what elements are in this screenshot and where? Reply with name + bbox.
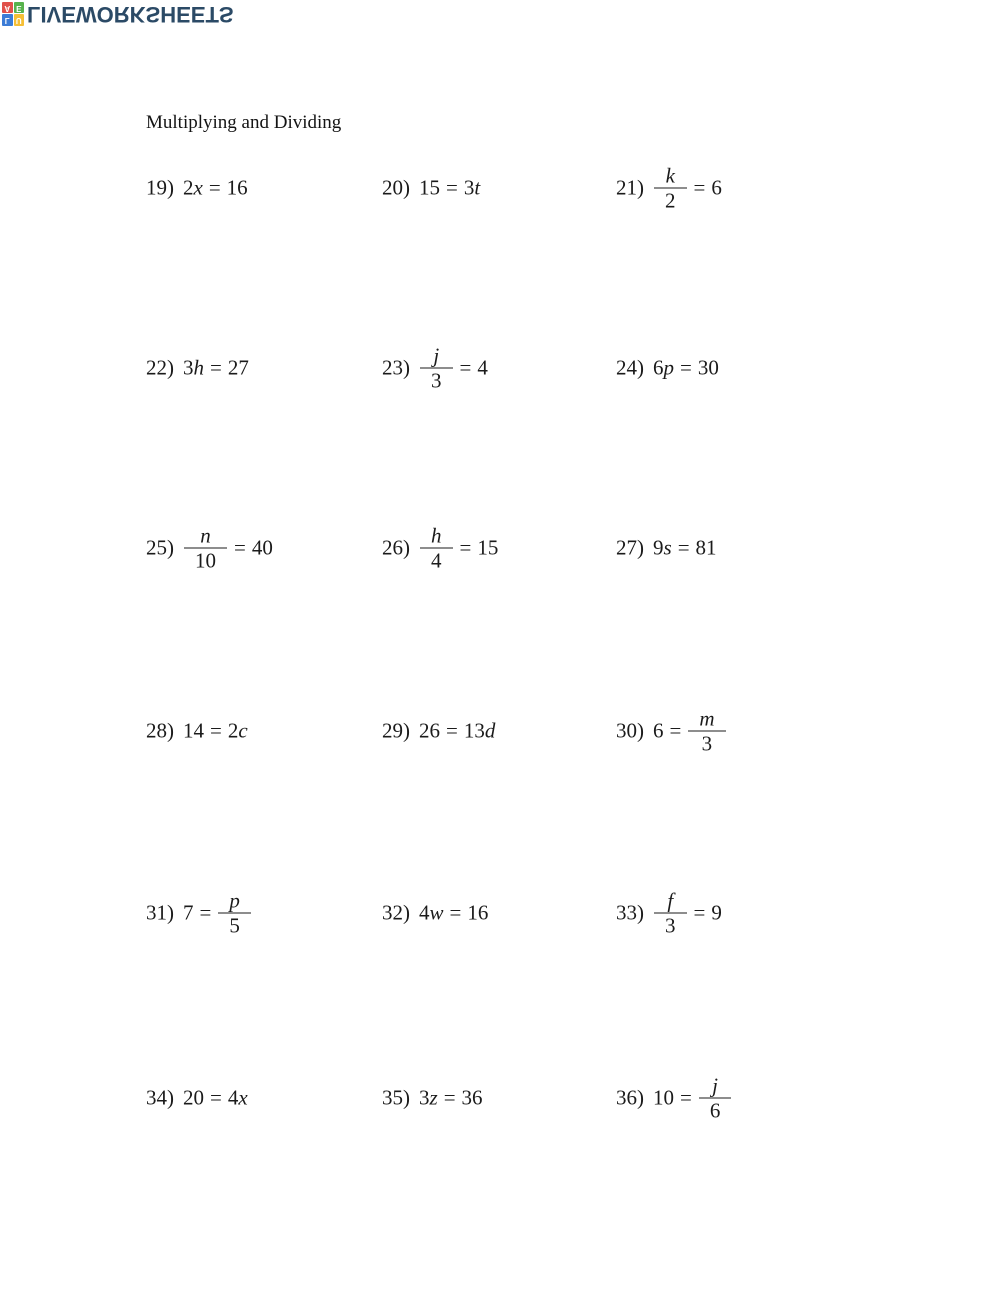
number: 6 <box>711 175 722 200</box>
variable: c <box>238 718 248 743</box>
number: 81 <box>695 535 717 560</box>
number: 40 <box>251 535 273 560</box>
variable: z <box>429 1085 438 1110</box>
number: 20 <box>183 1085 204 1110</box>
fraction-denominator: 4 <box>431 548 442 573</box>
problem-28 <box>146 719 248 744</box>
variable: x <box>238 1085 248 1110</box>
fraction-numerator: f <box>654 890 687 914</box>
equals-sign: = <box>446 718 458 743</box>
problem-number: 23) <box>382 355 410 380</box>
problem-number: 20) <box>382 175 410 200</box>
logo-tile-top-left: A <box>2 2 13 14</box>
number: 15 <box>477 535 499 560</box>
problem-22 <box>146 356 249 381</box>
fraction-numerator: j <box>420 345 453 369</box>
equals-sign: = <box>443 1085 456 1110</box>
number: 10 <box>653 1085 674 1110</box>
problem-number: 35) <box>382 1085 410 1110</box>
number: 6 <box>653 718 664 743</box>
equals-sign: = <box>693 175 706 200</box>
variable: w <box>429 900 444 925</box>
number: 15 <box>419 175 440 200</box>
problem-24 <box>616 356 719 381</box>
number: 26 <box>419 718 440 743</box>
problem-number: 28) <box>146 718 174 743</box>
number: 13 <box>463 718 485 743</box>
number: 4 <box>227 1085 239 1110</box>
liveworksheets-logo-text: LIVEWORKSHEETS <box>27 2 234 27</box>
fraction-numerator: n <box>184 525 227 549</box>
problem-number: 21) <box>616 175 644 200</box>
problem-21 <box>616 165 722 212</box>
number: 6 <box>653 355 664 380</box>
number: 9 <box>653 535 664 560</box>
worksheet-title: Multiplying and Dividing <box>146 112 342 133</box>
problem-23 <box>382 345 488 392</box>
problem-26 <box>382 525 498 572</box>
fraction-denominator: 3 <box>665 913 676 938</box>
problem-29 <box>382 719 495 744</box>
fraction-denominator: 10 <box>195 548 216 573</box>
equals-sign: = <box>459 355 472 380</box>
fraction-denominator: 2 <box>665 188 676 213</box>
problem-number: 27) <box>616 535 644 560</box>
number: 2 <box>227 718 239 743</box>
equals-sign: = <box>680 1085 692 1110</box>
problem-number: 19) <box>146 175 174 200</box>
number: 3 <box>183 355 194 380</box>
problem-31 <box>146 890 252 937</box>
fraction <box>688 708 725 755</box>
liveworksheets-logo <box>2 2 234 26</box>
problem-33 <box>616 890 722 937</box>
problem-number: 36) <box>616 1085 644 1110</box>
fraction-denominator: 5 <box>229 913 240 938</box>
variable: x <box>193 175 203 200</box>
equals-sign: = <box>693 900 706 925</box>
logo-tile-top-right: E <box>14 2 25 14</box>
number: 3 <box>463 175 475 200</box>
variable: d <box>484 718 496 743</box>
fraction-denominator: 6 <box>709 1098 721 1123</box>
fraction <box>654 165 687 212</box>
equals-sign: = <box>669 718 682 743</box>
problem-number: 34) <box>146 1085 174 1110</box>
number: 36 <box>461 1085 483 1110</box>
equals-sign: = <box>677 535 690 560</box>
number: 27 <box>227 355 249 380</box>
equals-sign: = <box>210 718 222 743</box>
problem-number: 30) <box>616 718 644 743</box>
equals-sign: = <box>449 900 462 925</box>
fraction-numerator: h <box>420 525 453 549</box>
problem-30 <box>616 708 727 755</box>
logo-tile-bottom-right: U <box>14 15 25 27</box>
problem-27 <box>616 536 717 561</box>
fraction-numerator: p <box>218 890 251 914</box>
fraction-numerator: j <box>699 1075 732 1099</box>
equals-sign: = <box>210 1085 222 1110</box>
equals-sign: = <box>210 355 222 380</box>
variable: h <box>193 355 204 380</box>
problem-number: 29) <box>382 718 410 743</box>
fraction-numerator: m <box>688 708 725 732</box>
equals-sign: = <box>199 900 212 925</box>
logo-tile-bottom-left: L <box>2 15 13 27</box>
problem-number: 22) <box>146 355 174 380</box>
fraction <box>699 1075 732 1122</box>
number: 4 <box>419 900 430 925</box>
equals-sign: = <box>446 175 458 200</box>
number: 4 <box>477 355 488 380</box>
fraction <box>420 525 453 572</box>
number: 30 <box>697 355 719 380</box>
fraction <box>654 890 687 937</box>
number: 16 <box>226 175 248 200</box>
problem-number: 25) <box>146 535 174 560</box>
number: 7 <box>183 900 194 925</box>
problem-32 <box>382 901 488 926</box>
fraction-denominator: 3 <box>431 368 442 393</box>
number: 16 <box>467 900 489 925</box>
problem-number: 24) <box>616 355 644 380</box>
fraction-denominator: 3 <box>701 731 713 756</box>
fraction-numerator: k <box>654 165 687 189</box>
problem-36 <box>616 1075 732 1122</box>
problem-20 <box>382 176 480 201</box>
problem-number: 33) <box>616 900 644 925</box>
liveworksheets-logo-icon <box>2 2 24 26</box>
equals-sign: = <box>208 175 221 200</box>
problem-number: 31) <box>146 900 174 925</box>
fraction <box>420 345 453 392</box>
problem-25 <box>146 525 273 572</box>
variable: p <box>663 355 674 380</box>
problem-19 <box>146 176 248 201</box>
variable: t <box>474 175 481 200</box>
problem-35 <box>382 1086 483 1111</box>
number: 2 <box>183 175 194 200</box>
problem-number: 26) <box>382 535 410 560</box>
number: 3 <box>419 1085 430 1110</box>
equals-sign: = <box>680 355 692 380</box>
fraction <box>184 525 227 572</box>
fraction <box>218 890 251 937</box>
problem-number: 32) <box>382 900 410 925</box>
equals-sign: = <box>459 535 472 560</box>
variable: s <box>663 535 672 560</box>
number: 14 <box>183 718 204 743</box>
equals-sign: = <box>234 535 246 560</box>
number: 9 <box>711 900 722 925</box>
problem-34 <box>146 1086 248 1111</box>
